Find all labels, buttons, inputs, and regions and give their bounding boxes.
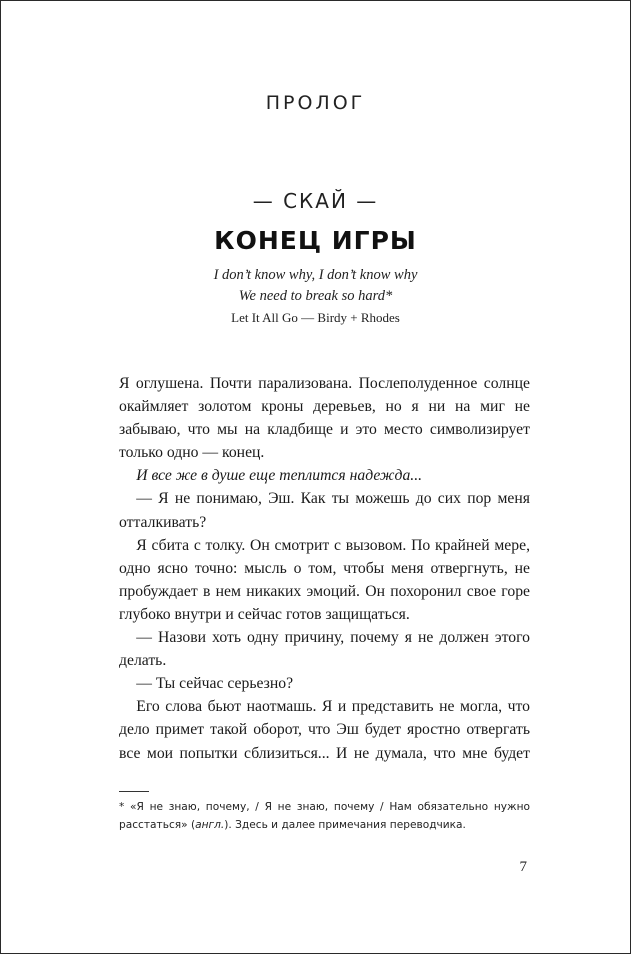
epigraph-line-1: I don’t know why, I don’t know why (213, 267, 418, 283)
footnote-marker: * (119, 801, 125, 813)
footnote (119, 798, 530, 834)
pov-heading: — СКАЙ — (252, 189, 379, 213)
paragraph-1: Я оглушена. Почти парализована. Послеполуденное солнце окаймляет золотом кроны деревьев, но я ни на миг не забываю, что мы на кладбище и это место символизирует только одно — конец. (119, 375, 530, 462)
epigraph (1, 265, 630, 328)
paragraph-5: — Назови хоть одну причину, почему я не должен этого делать. (119, 629, 530, 670)
paragraph-6: — Ты сейчас серьезно? (136, 675, 294, 693)
footnote-divider (119, 791, 149, 792)
epigraph-line-2: We need to break so hard* (238, 288, 393, 304)
body-text (119, 372, 530, 765)
epigraph-source: Let It All Go — Birdy + Rhodes (231, 310, 400, 325)
page-number: 7 (519, 859, 527, 875)
paragraph-3: — Я не понимаю, Эш. Как ты можешь до сих пор меня отталкивать? (119, 490, 530, 531)
paragraph-7: Его слова бьют наотмашь. Я и представить не могла, что дело примет такой оборот, что Эш будет яростно отвергать все мои попытки сблизиться... И не думала, что мне будет (119, 698, 530, 762)
section-heading: ПРОЛОГ (265, 92, 366, 114)
chapter-title: КОНЕЦ ИГРЫ (214, 226, 417, 255)
paragraph-4: Я сбита с толку. Он смотрит с вызовом. По крайней мере, одно ясно точно: мысль о том, чтобы меня отвергнуть, не пробуждает в нем никаких эмоций. Он похоронил свое горе глубоко внутри и сейчас готов защищаться. (119, 536, 530, 623)
footnote-text-2: ). Здесь и далее примечания переводчика. (224, 819, 466, 831)
paragraph-2: И все же в душе еще теплится надежда... (136, 467, 423, 485)
footnote-language: англ. (195, 819, 225, 831)
footnote-text-1: «Я не знаю, почему, / Я не знаю, почему / Нам обязательно нужно расстаться» ( (119, 801, 530, 831)
